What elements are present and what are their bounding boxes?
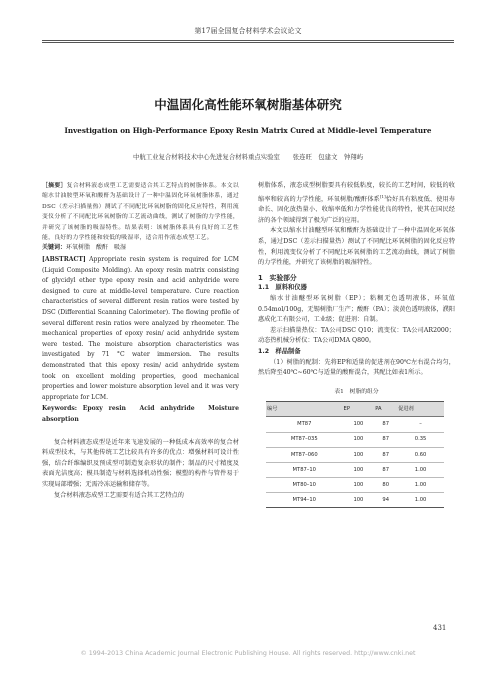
- instruments-paragraph: 差示扫描量热仪：TA公司DSC Q10；流变仪：TA公司AR2000；动态热机械分析仪：TA公司DMA Q800。: [258, 326, 455, 345]
- keywords-en-text: Epoxy resin Acid anhydride Moisture absorption: [42, 405, 240, 423]
- table-cell: 1.00: [397, 493, 444, 508]
- intro-paragraph-2: 复合材料液态成型工艺需要有适合其工艺特点的: [54, 491, 184, 499]
- table-cell: 87: [374, 447, 397, 462]
- table-cell: MT80–10: [266, 478, 343, 493]
- body-text-1b: 恰好具有粘度低、使用寿命长、固化放热量小、收缩率低和力学性能优良的特性，使其在国民经济的各个领域得到了极为广泛的应用。: [258, 195, 455, 224]
- table-cell: 87: [374, 432, 397, 447]
- table-cell: 0.60: [397, 447, 444, 462]
- header-rule-thin: [42, 42, 454, 43]
- table-cell: MT87: [266, 417, 343, 432]
- table-cell: 100: [343, 462, 375, 477]
- materials-paragraph: 缩水甘油醚型环氧树脂（EP）；粘稠无色透明液体，环氧值0.54mol/100g，无锡树脂厂生产；酸酐（PA）；淡黄色透明液体，濮阳惠成化工有限公司，工业级；促进剂：自制。: [258, 295, 455, 324]
- section-heading-1: 1 实验部分: [258, 273, 297, 282]
- intro-paragraph: 复合材料液态成型是近年来飞速发展的一种低成本高效率的复合材料成型技术，与其他传统工艺比较具有许多的优点：增强材料可设计性强，结合纤维编织及预成型可制造复杂形状的制件；制品的尺寸精度及表面光洁度高；模具制造与材料选择机动性强；模塑的构件与管件易于实现局部增强；无需冷冻运输和储存等。: [42, 438, 239, 488]
- table-header-cell: 促进剂: [397, 402, 444, 417]
- running-header: 第17届全国复合材料学术会议论文: [194, 27, 302, 35]
- table-header-cell: 编号: [266, 402, 343, 417]
- abstract-cn: [42, 181, 239, 243]
- table-cell: MT87–10: [266, 462, 343, 477]
- table-row: [266, 447, 444, 462]
- table-cell: MT87–035: [266, 432, 343, 447]
- abstract-en-text: Appropriate resin system is required for LCM (Liquid Composite Molding). An epoxy resin matrix consisting of glycidyl ether type epoxy resin and acid anhydride were designed to cure at middle-level temperature. Cure reaction characteristics of several different resin ratios were tested by DSC (Differential Scanning Calorimeter). The flowing profile of several different resin ratios were analyzed by rheometer. The mechanical properties of epoxy resin/ acid anhydride system were tested. The moisture absorption characteristics was investigated by 71 °C water immersion. The results demonstrated that this epoxy resin/ acid anhydride system took on excellent molding properties, good mechanical properties and lower moisture absorption level and it was very appropriate for LCM.: [42, 256, 240, 401]
- copyright-footer: © 1994-2013 China Academic Journal Electronic Publishing House. All rights reserved. http://www.cnki.net: [80, 650, 416, 657]
- table-cell: 100: [343, 493, 375, 508]
- authors-affiliation: 中航工业复合材料技术中心先进复合材料重点实验室 张连旺 包建文 钟翔屿: [132, 153, 364, 161]
- keywords-en-label: Keywords:: [42, 405, 78, 413]
- table-cell: 0.35: [397, 432, 444, 447]
- table-cell: 1.00: [397, 478, 444, 493]
- table-cell: 80: [374, 478, 397, 493]
- paper-title-en: Investigation on High-Performance Epoxy Resin Matrix Cured at Middle-level Temperature: [64, 126, 432, 135]
- body-text-1a: 树脂体系，液态成型树脂要具有较低粘度，较长的工艺时间，较低的收缩率和较高的力学性能，环氧树脂/酸酐体系: [258, 182, 455, 203]
- abstract-en-label: [ABSTRACT]: [42, 256, 86, 264]
- paper-title-cn: 中温固化高性能环氧树脂基体研究: [154, 97, 342, 112]
- keywords-cn-label: 关键词：: [42, 244, 67, 252]
- table-cell: MT94–10: [266, 493, 343, 508]
- table-cell: 100: [343, 417, 375, 432]
- preparation-paragraph: （1）树脂的配制：先将EP和适量的促进剂在90℃左右混合均匀，然后降至40℃~60℃与适量的酸酐混合，其配比如表1所示。: [258, 358, 455, 377]
- table-cell: 87: [374, 417, 397, 432]
- section-heading-1-2: 1.2 样品制备: [258, 347, 301, 355]
- table-header-cell: EP: [343, 402, 375, 417]
- abstract-en: [42, 255, 239, 403]
- left-column: [42, 181, 239, 501]
- body-paragraph-1: [258, 181, 455, 226]
- table-cell: MT87–060: [266, 447, 343, 462]
- table-cell: 100: [343, 478, 375, 493]
- table-cell: –: [397, 417, 444, 432]
- keywords-cn-text: 环氧树脂 酸酐 吸湿: [66, 244, 127, 252]
- reference-marker: [1]: [379, 193, 386, 199]
- page-number: 431: [433, 624, 447, 632]
- keywords-en: [42, 404, 239, 425]
- abstract-cn-label: ［摘要］: [42, 183, 67, 189]
- abstract-cn-text: 复合材料液态成型工艺需要适合其工艺特点的树脂体系。本文以缩水甘油胺型环氧和酸酐为基础设计了一种中温固化环氧树脂体系，通过DSC（差示扫描量热）测试了不同配比环氧树脂的固化反应特性，利用流变仪分析了不同配比环氧树脂的工艺流动曲线，测试了树脂的力学性能，并研究了该树脂的吸湿特性。结果表明：该树脂体系具有良好的工艺性能，良好的力学性能和较低的吸湿率，适合用作液态成型工艺。: [42, 183, 240, 242]
- table-row: [266, 417, 444, 432]
- table-row: [266, 432, 444, 447]
- table-caption: 表1 树脂的组分: [334, 388, 379, 395]
- table-header-cell: PA: [374, 402, 397, 417]
- body-paragraph-2: 本文以缩水甘油醚型环氧和酸酐为基础设计了一种中温固化环氧体系，通过DSC（差示扫描量热）测试了不同配比环氧树脂的固化反应特性，利用流变仪分析了不同配比环氧树脂的工艺流动曲线，测试了树脂的力学性能，并研究了该树脂的吸湿特性。: [258, 227, 455, 267]
- section-heading-1-1: 1.1 原料和仪器: [258, 284, 307, 292]
- table-cell: 87: [374, 462, 397, 477]
- table-row: [266, 493, 444, 508]
- table-row: [266, 478, 444, 493]
- table-cell: 100: [343, 447, 375, 462]
- table-cell: 1.00: [397, 462, 444, 477]
- resin-composition-table: [266, 401, 444, 508]
- keywords-cn: [42, 243, 239, 254]
- table-cell: 100: [343, 432, 375, 447]
- table-row: [266, 462, 444, 477]
- table-cell: 94: [374, 493, 397, 508]
- right-column: [258, 181, 455, 508]
- header-rule: [42, 40, 454, 41]
